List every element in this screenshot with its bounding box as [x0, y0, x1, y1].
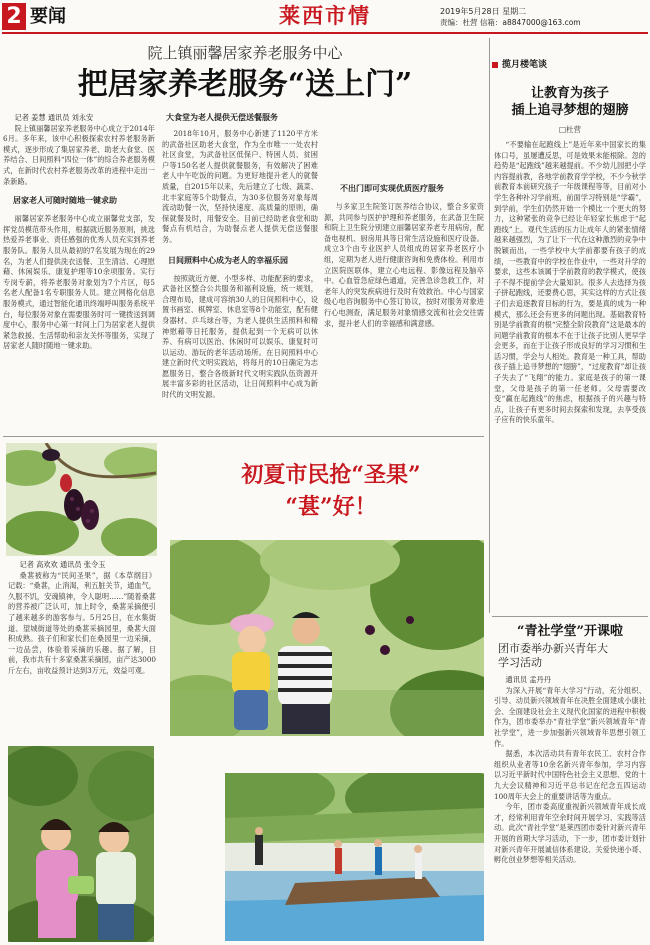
- family-picking-photo: [170, 540, 484, 736]
- column-body: “不要输在起跑线上”是近年来中国家长的集体口号，虽屡遭反思，可是效果未能根除。忽的趋势是“起跑线”越来越提前。不少幼儿园把小学内容提前教，各地学前教育学学校，不少今秋学前教育本前研究孩子一年级课程等等，目前对小学生各种补习学前班，前面学习特别是“学霸”，到学前，学生们仍然开始一个模比一个更大的努力，这种紧张的竞争已经让年轻家长焦虑于“起跑线”上。观代生活的压力让成年人的紧张情绪越来越强烈，为了让下一代在这种激烈的竞争中脱颖而出，一些学校中大学前都要有孩子的成绩，一些教育中的学校在作业中，一些对升学的要求，这些本该属于学前教育的教学模式，使孩子不得不提前学会大量知识。很多人去选择为孩子拼起跑线，还要费心思，其实这样的方式让孩子们去追逐教育目标的行为，要是真的成为一种模式，那么还会有更多的问题出现。基础教育特别是学前教育的根“完整全阶段教育”这是最本的问题学前教育的根本不在于让孩子比别人更早学会更多，而在于让孩子形成良好的学习习惯和生活习惯，学会与人相处。教育是一种工具，帮助孩子插上追寻梦想的“翅膀”，“过度教育”却让孩子失去了“飞翔”的能力。家庭是孩子的第一课堂，父母是孩子的第一任老师。父母需要改变“赢在起跑线”的焦虑，根据孩子的兴趣与特点，让孩子有更多时间去探索和发现，去享受孩子应有的快乐童年。: [494, 140, 646, 425]
- story3-byline: 通讯员 孟丹丹: [505, 675, 551, 684]
- story3-subhead-line1: 团市委举办新兴青年大: [498, 642, 608, 655]
- masthead-rule: [2, 32, 648, 34]
- page-number-box: 2: [2, 3, 26, 30]
- column-text: [494, 140, 646, 613]
- story1-subhead-1: 居家老人可随时随地一键求助: [13, 196, 117, 206]
- youth-activity-photo: [225, 773, 484, 941]
- date-line: 2019年5月28日 星期二: [440, 7, 527, 16]
- story2-text-block: [8, 560, 156, 677]
- story3-text-3: 今年，团市委高度重视新兴领域青年成长成才，经常利用青年空余时间开展学习、实践等活动。此次“青社学堂”是莱西团市委针对新兴青年开展的首期大学习活动，下一步，团市委计划针对新兴青年开展诚信体系建设、关爱快递小哥、孵化创业梦想等相关活动。: [494, 802, 646, 865]
- story1-subhead-4: 不出门即可实现优质医疗服务: [340, 184, 444, 193]
- story1-column-2: [162, 113, 318, 401]
- story3-headline: “青社学堂”开课啦: [517, 624, 623, 639]
- story3-text-2: 据悉，本次活动共有青年农民工、农村合作组织从业者等10余名新兴青年参加，学习内容以习近平新时代中国特色社会主义思想、党的十九大会议精神和习近平总书记在纪念五四运动100周年大会上的重要讲话等为重点。: [494, 749, 646, 801]
- section-divider: [3, 436, 484, 437]
- story2-byline: 记者 高欢欢 通讯员 张令玉: [19, 560, 106, 569]
- editor-line: 责编：杜营 信箱：a8847000@163.com: [440, 18, 581, 27]
- story1-column-1: [3, 113, 155, 352]
- column-tag: [492, 59, 547, 71]
- story1-col2b-text: 按照就近方便、小型多样、功能配套的要求，武备社区整合公共服务和福利设施，统一规划，合理布局，建成可容纳30人的日间照料中心，设置书画室、棋牌室、休息室等8个功能室，配有健身器材、乒乓球台等，为老人提供生活照料和精神慰藉等日托服务，提供起到一个无病可以休养、有病可以医治、休闲时可以娱乐、康复时可以运动、游玩的老年活动场所。在日间照料中心建立新时代文明实践站，将每月的10日确定为志愿服务日，整合各级新时代文明实践队伍资源开展丰富多彩的社区活动，让日间照料中心成为新时代的文明发源。: [162, 273, 318, 400]
- column-author: □杜营: [558, 125, 582, 134]
- story3-text-1: 为深入开展“青年大学习”行动，充分组织、引导、动员新兴领域青年在决胜全面建成小康社会、全面建设社会主义现代化国家的进程中积极作为，团市委举办“青社学堂”新兴领域青年“青社学堂”，进一步加强新兴领域青年思想引领工作。: [494, 685, 646, 748]
- mulberry-photo: [6, 443, 157, 556]
- story3-text-block: [494, 675, 646, 943]
- story2-headline-line2: “葚”好！: [285, 494, 377, 520]
- column-title-line1: 让教育为孩子: [530, 86, 609, 101]
- column-title-line2: 插上追寻梦想的翅膀: [511, 103, 629, 118]
- story1-column-3: [324, 184, 484, 329]
- story2-headline-line1: 初夏市民抢“圣果”: [241, 462, 421, 488]
- story3-subhead-line2: 学习活动: [498, 656, 542, 669]
- kids-basket-photo: [8, 746, 154, 942]
- story1-byline: 记者 姜慧 通讯员 刘永安: [14, 113, 94, 122]
- column-tag-marker: [492, 62, 498, 68]
- story1-col3-text: 与多家卫生院签订医养结合协议，整合多家资源，共同参与医护护理和养老服务，在武备卫生院和院上卫生院分别建立丽馨居家养老专用病房，配备电视机、厨房用具等日常生活设施和医疗设备。成立3个由专业医护人员组成的居家养老医疗小组，定期为老人进行健康咨询和免费体检。利用市立医院医联体，建立心电远程、影像远程及脑卒中、心血管急症绿色通道，完善急诊急救工作，对老年人的突发疾病进行及时有效救治。中心与国家级心电咨询服务中心签订协议，按时对服务对象进行心电测查，满足服务对象情感交流和社会交往需求，提升老人们的幸福感和满意感。: [324, 202, 484, 328]
- story1-kicker: 院上镇丽馨居家养老服务中心: [147, 44, 343, 62]
- story1-lead: 院上镇丽馨居家养老服务中心成立于2014年6月。多年来，该中心积极探索农村养老服务新模式，逐步形成了集居家养老、助老大食堂、医养结合、日间照料“四位一体”的综合养老服务模式，在新时代农村养老服务改革的进程中走出一条新路。: [3, 123, 155, 186]
- story2-text: 桑葚被称为“民间圣果”，据《本草纲目》记载：“桑葚，止消渴，利五脏关节，通血气，久服不饥，安魂镇神，令人聪明……”随着桑葚的营养被广泛认可，加上时令，桑葚采摘便引了越来越多的游客参与。5月25日，在水集街道、望城街道等处的桑葚采摘园里，桑葚大面积成熟。孩子们和家长们在桑园里一边采摘，一边品尝，体验着采摘的乐趣。据了解，目前，我市共有十多家桑葚采摘园，亩产达3000斤左右，亩收益预计达到3万元，效益可观。: [8, 570, 156, 675]
- story1-col1-text: 丽馨居家养老服务中心成立丽馨党支部，发挥党员模范带头作用，根据就近服务原则，挑选热爱养老事业、责任感强的优秀人员充实到养老服务队。服务人员从最初的7名发展为现在的29名，为老人们提供洗衣送餐、卫生清洁、心理慰藉、休闲娱乐、康复护理等10余项服务。实行专岗专薪，将养老服务对象划为7个片区，每5名老人配备1名专职服务人员。建立网格化信息服务模式，通过智能化通讯终端呼叫服务系统平台，每位服务对象在需要服务时可一键拨送到调度中心，服务中心第一时间上门为居家老人提供紧急救援、生活帮助和亲友关怀等服务，实现了居家老人随时随地一键求助。: [3, 214, 155, 351]
- section-title: 要闻: [30, 6, 66, 27]
- story1-subhead-2: 大食堂为老人提供无偿送餐服务: [166, 113, 278, 122]
- story3-rule: [492, 616, 648, 617]
- paper-name: 莱西市情: [279, 3, 371, 28]
- column-tag-text: 揽月楼笔谈: [502, 60, 548, 70]
- story1-col2a-text: 2018年10月，服务中心新建了1120平方米的武备社区助老大食堂，作为全市唯一一处农村社区食堂，为武备社区低保户、特困人员、贫困户等150名老人提供就餐服务，有效解决了困难老人中午吃饭的问题。为更好地提升老人的就餐质量，自2015年以来，先后建立了七级、蔬菜、北丰家庭等5个助餐点，为30多位服务对象每周流动助餐一次，坚持快速度、高质量的原则，确保就餐及时，用餐安全。目前已经助老食堂和助餐点有机结合，为助餐点老人提供无偿送餐服务。: [162, 129, 318, 244]
- right-column-divider: [489, 38, 490, 613]
- story1-headline: 把居家养老服务“送上门”: [77, 67, 413, 102]
- story1-subhead-3: 日间照料中心成为老人的幸福乐园: [168, 255, 288, 265]
